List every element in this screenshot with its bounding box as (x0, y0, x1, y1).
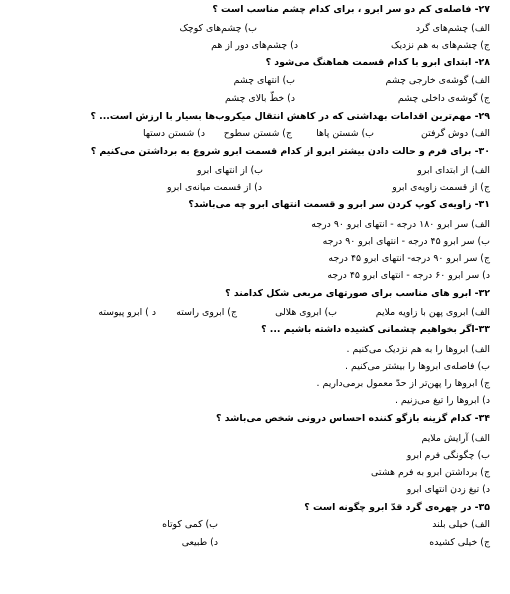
q33-option-c: ج) ابروها را پهن‌تر از حدّ معمول برمی‌داریم . (316, 378, 490, 389)
q31-option-d: د) سر ابرو ۶۰ درجه - انتهای ابرو ۴۵ درجه (327, 270, 490, 281)
q32-option-b: ب) ابروی هلالی (275, 307, 337, 318)
question-27: ۲۷- فاصله‌ی کم دو سر ابرو ، برای کدام چشم مناسب است ؟ (212, 4, 490, 15)
q33-option-b: ب) فاصله‌ی ابروها را بیشتر می‌کنیم . (345, 361, 490, 372)
q28-option-c: ج) گوشه‌ی داخلی چشم (397, 93, 490, 104)
q27-option-d: د) چشم‌های دور از هم (211, 40, 298, 51)
q35-option-b: ب) کمی کوتاه (162, 519, 218, 530)
q30-option-c: ج) از قسمت زاویه‌ی ابرو (392, 182, 490, 193)
q32-option-d: د ) ابرو پیوسته (98, 307, 156, 318)
q28-option-b: ب) انتهای چشم (233, 75, 295, 86)
q34-option-c: ج) برداشتن ابرو به فرم هشتی (371, 467, 490, 478)
q32-option-a: الف) ابروی پهن با زاویه ملایم (375, 307, 490, 318)
q28-option-a: الف) گوشه‌ی خارجی چشم (385, 75, 490, 86)
question-31: ۳۱- زاویه‌ی کوپ کردن سر ابرو و قسمت انتهای ابرو چه می‌باشد؟ (188, 199, 490, 210)
q34-option-a: الف) آرایش ملایم (421, 433, 490, 444)
question-29: ۲۹- مهم‌ترین اقدامات بهداشتی که در کاهش انتقال میکروب‌ها بسیار با ارزش است... ؟ (90, 111, 490, 122)
question-30: ۳۰- برای فرم و حالت دادن بیشتر ابرو از کدام قسمت ابرو شروع به برداشتن می‌کنیم ؟ (90, 146, 490, 157)
q33-option-d: د) ابروها را تیغ می‌زنیم . (394, 395, 490, 406)
q35-option-d: د) طبیعی (181, 537, 218, 548)
question-35: ۳۵- در چهره‌ی گرد قدّ ابرو چگونه است ؟ (304, 502, 490, 513)
q29-option-a: الف) دوش گرفتن (420, 128, 490, 139)
q35-option-c: ج) خیلی کشیده (429, 537, 490, 548)
question-34: ۳۴- کدام گزینه بازگو کننده احساس درونی شخص می‌باشد ؟ (216, 413, 490, 424)
q33-option-a: الف) ابروها را به هم نزدیک می‌کنیم . (346, 344, 490, 355)
q31-option-c: ج) سر ابرو ۹۰ درجه- انتهای ابرو ۴۵ درجه (328, 253, 490, 264)
q31-option-a: الف) سر ابرو ۱۸۰ درجه - انتهای ابرو ۹۰ درجه (311, 219, 490, 230)
q35-option-a: الف) خیلی بلند (432, 519, 490, 530)
q30-option-b: ب) از انتهای ابرو (196, 165, 263, 176)
question-32: ۳۲- ابرو های مناسب برای صورتهای مربعی شکل کدامند ؟ (225, 288, 490, 299)
q28-option-d: د) خطّ بالای چشم (224, 93, 295, 104)
q29-option-d: د) شستن دستها (142, 128, 205, 139)
question-33: ۳۳-اگر بخواهیم چشمانی کشیده داشته باشیم ... ؟ (261, 324, 490, 335)
q27-option-c: ج) چشم‌های به هم نزدیک (391, 40, 490, 51)
q30-option-d: د) از قسمت میانه‌ی ابرو (167, 182, 262, 193)
q29-option-c: ج) شستن سطوح (223, 128, 292, 139)
q31-option-b: ب) سر ابرو ۴۵ درجه - انتهای ابرو ۹۰ درجه (322, 236, 490, 247)
q32-option-c: ج) ابروی راسته (176, 307, 237, 318)
q27-option-b: ب) چشم‌های کوچک (179, 23, 257, 34)
q34-option-b: ب) چگونگی فرم ابرو (406, 450, 490, 461)
q30-option-a: الف) از ابتدای ابرو (417, 165, 490, 176)
question-28: ۲۸- ابتدای ابرو با کدام قسمت هماهنگ می‌شود ؟ (265, 57, 490, 68)
q29-option-b: ب) شستن پاها (316, 128, 374, 139)
q34-option-d: د) تیغ زدن انتهای ابرو (406, 484, 490, 495)
q27-option-a: الف) چشم‌های گرد (415, 23, 490, 34)
